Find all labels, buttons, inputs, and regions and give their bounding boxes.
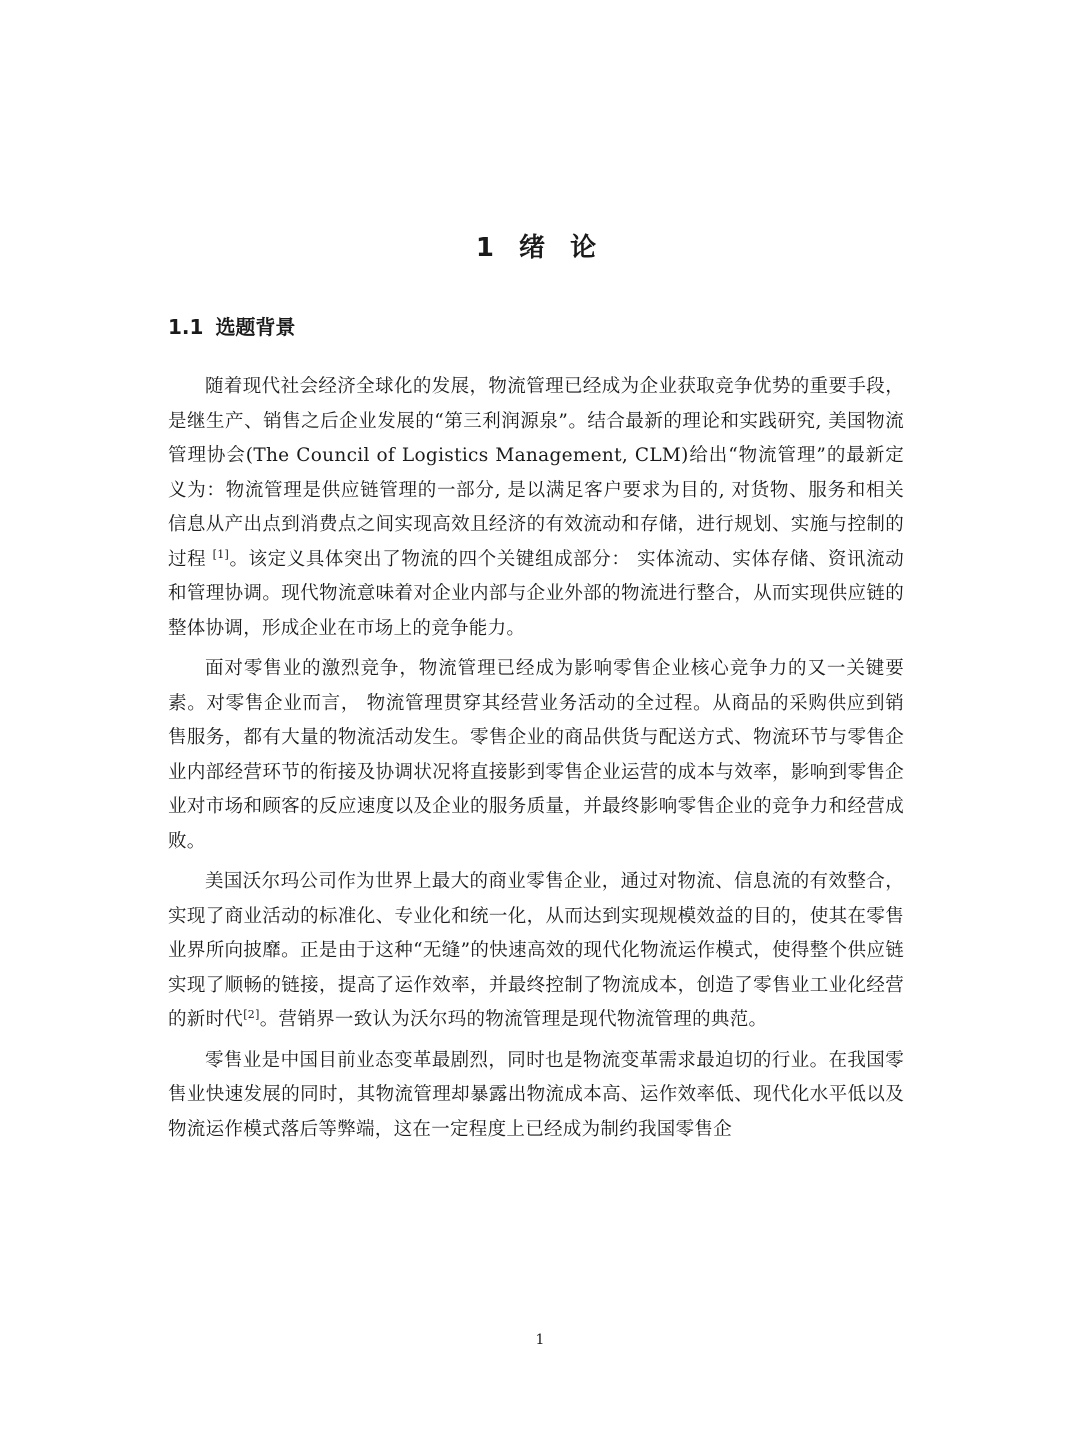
citation-ref: [1] [212, 547, 230, 561]
chapter-title: 1 绪 论 [475, 233, 605, 263]
paragraph [168, 370, 904, 646]
section-heading [168, 310, 295, 344]
paragraph-text: 。该定义具体突出了物流的四个关键组成部分： 实体流动、实体存储、资讯流动和管理协调。现代物流意味着对企业内部与企业外部的物流进行整合，从而实现供应链的整体协调，形成企业在市场上的竞争能力。 [168, 548, 904, 639]
paragraph-text: 。营销界一致认为沃尔玛的物流管理是现代物流管理的典范。 [259, 1009, 768, 1030]
page-number: 1 [535, 1332, 545, 1348]
section-number: 1.1 [168, 315, 204, 339]
paragraph: 面对零售业的激烈竞争，物流管理已经成为影响零售企业核心竞争力的又一关键要素。对零售企业而言， 物流管理贯穿其经营业务活动的全过程。从商品的采购供应到销售服务，都有大量的物流活动发生。零售企业的商品供货与配送方式、物流环节与零售企业内部经营环节的衔接及协调状况将直接影到零售企业运营的成本与效率，影响到零售企业对市场和顾客的反应速度以及企业的服务质量，并最终影响零售企业的竞争力和经营成败。 [168, 658, 904, 852]
section-title: 选题背景 [215, 315, 296, 339]
citation-ref: [2] [243, 1007, 260, 1021]
paragraph-text: 美国沃尔玛公司作为世界上最大的商业零售企业，通过对物流、信息流的有效整合，实现了商业活动的标准化、专业化和统一化，从而达到实现规模效益的目的，使其在零售业界所向披靡。正是由于这种“无缝”的快速高效的现代化物流运作模式，使得整个供应链实现了顺畅的链接，提高了运作效率，并最终控制了物流成本，创造了零售业工业化经营的新时代 [168, 871, 904, 1030]
paragraph [168, 865, 904, 1038]
paragraph-text: 随着现代社会经济全球化的发展，物流管理已经成为企业获取竞争优势的重要手段，是继生产、销售之后企业发展的“第三利润源泉”。结合最新的理论和实践研究, 美国物流管理协会(The Council of Logistics Management, CLM)给出“物流管理”的最新定义为：物流管理是供应链管理的一部分, 是以满足客户要求为目的, 对货物、服务和相关信息从产出点到消费点之间实现高效且经济的有效流动和存储，进行规划、实施与控制的过程 [168, 376, 904, 570]
paragraph: 零售业是中国目前业态变革最剧烈，同时也是物流变革需求最迫切的行业。在我国零售业快速发展的同时，其物流管理却暴露出物流成本高、运作效率低、现代化水平低以及物流运作模式落后等弊端，这在一定程度上已经成为制约我国零售企 [168, 1049, 904, 1140]
body-text [168, 370, 904, 1153]
